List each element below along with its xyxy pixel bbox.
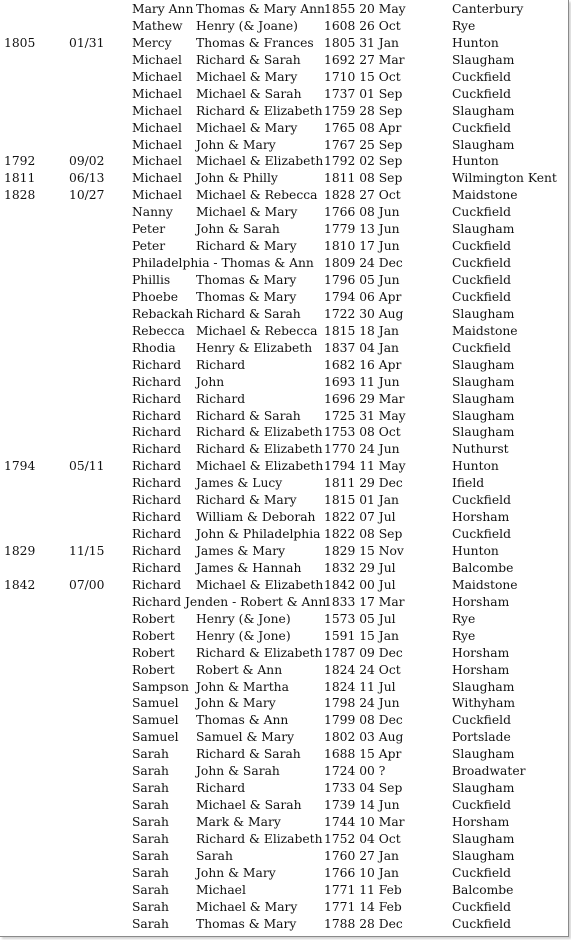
baptism-date-cell: 1794 06 Apr — [324, 289, 402, 304]
baptism-date-cell: 1842 00 Jul — [324, 577, 396, 592]
table-row — [0, 103, 568, 120]
baptism-date-cell: 1779 13 Jun — [324, 222, 400, 237]
table-row — [0, 797, 568, 814]
parish-cell: Balcombe — [452, 882, 514, 897]
name-cell: Richard — [132, 357, 182, 372]
table-row — [0, 899, 568, 916]
name-cell: Sarah — [132, 848, 169, 863]
parish-cell: Slaugham — [452, 781, 515, 796]
burial-year-cell: 1829 — [4, 544, 36, 558]
table-row — [0, 170, 568, 187]
baptism-date-cell: 1832 29 Jul — [324, 560, 396, 575]
baptism-date-cell: 1710 15 Oct — [324, 69, 401, 84]
parents-cell: John & Philly — [196, 171, 278, 186]
baptism-date-cell: 1692 27 Mar — [324, 52, 405, 67]
name-cell: Richard — [132, 391, 182, 406]
parents-cell: Richard — [196, 391, 246, 406]
parents-cell: Thomas & Frances — [196, 35, 314, 50]
baptism-date-cell: 1771 14 Feb — [324, 899, 402, 914]
parish-cell: Ifield — [452, 476, 485, 491]
table-row — [0, 916, 568, 933]
baptism-date-cell: 1811 08 Sep — [324, 171, 403, 186]
baptism-date-cell: 1810 17 Jun — [324, 239, 400, 254]
parents-cell: John & Sarah — [196, 222, 280, 237]
baptism-date-cell: 1760 27 Jan — [324, 848, 399, 863]
parents-cell: John & Mary — [196, 696, 276, 711]
table-row — [0, 289, 568, 306]
name-cell: Sarah — [132, 831, 169, 846]
parents-cell: John — [196, 374, 225, 389]
parents-cell: Richard & Elizabeth — [196, 645, 323, 660]
baptism-date-cell: 1770 24 Jun — [324, 442, 400, 457]
parents-cell: Michael & Mary — [196, 69, 298, 84]
parish-cell: Slaugham — [452, 831, 515, 846]
parents-cell: Richard & Sarah — [196, 747, 301, 762]
parents-cell: Richard & Elizabeth — [196, 831, 323, 846]
parents-cell: Michael & Mary — [196, 120, 298, 135]
parish-cell: Cuckfield — [452, 205, 511, 220]
name-cell: Sarah — [132, 781, 169, 796]
table-row — [0, 204, 568, 221]
baptism-date-cell: 1822 08 Sep — [324, 527, 403, 542]
name-cell: Sampson — [132, 679, 189, 694]
baptism-date-cell: 1799 08 Dec — [324, 713, 403, 728]
parents-cell: Michael & Sarah — [196, 798, 302, 813]
parents-cell: Thomas & Mary — [196, 273, 297, 287]
parish-cell: Horsham — [452, 815, 510, 829]
parents-cell: Richard & Sarah — [196, 306, 301, 321]
parents-cell: Michael & Mary — [196, 899, 298, 914]
name-cell: Richard — [132, 442, 182, 457]
burial-date-cell: 07/00 — [69, 577, 105, 592]
parents-cell: Michael & Elizabeth — [196, 154, 324, 169]
name-cell: Phoebe — [132, 289, 179, 304]
table-row — [0, 374, 568, 391]
name-cell: Sarah — [132, 916, 169, 931]
parish-cell: Cuckfield — [452, 340, 511, 355]
baptism-date-cell: 1696 29 Mar — [324, 391, 405, 406]
parents-cell: Sarah — [196, 848, 233, 863]
baptism-date-cell: 1815 18 Jan — [324, 323, 399, 338]
name-cell: Richard — [132, 544, 182, 558]
parish-cell: Cuckfield — [452, 239, 511, 254]
baptism-date-cell: 1798 24 Jun — [324, 696, 400, 711]
burial-date-cell: 05/11 — [69, 459, 105, 474]
name-cell: Nanny — [132, 205, 173, 220]
name-cell: Michael — [132, 52, 182, 67]
parents-cell: Samuel & Mary — [196, 730, 295, 745]
baptism-date-cell: 1725 31 May — [324, 408, 406, 423]
burial-year-cell: 1794 — [4, 459, 36, 474]
parish-cell: Horsham — [452, 510, 510, 525]
name-cell: Michael — [132, 154, 182, 169]
parish-cell: Hunton — [452, 459, 499, 474]
burial-date-cell: 06/13 — [69, 171, 105, 186]
table-row — [0, 187, 568, 204]
parish-cell: Maidstone — [452, 188, 518, 203]
name-cell: Sarah — [132, 747, 169, 762]
parents-cell: Richard & Elizabeth — [196, 442, 323, 457]
parish-cell: Rye — [452, 628, 476, 643]
burial-year-cell: 1828 — [4, 188, 36, 203]
table-row — [0, 492, 568, 509]
baptism-date-cell: 1733 04 Sep — [324, 781, 403, 796]
parish-cell: Slaugham — [452, 391, 515, 406]
name-cell: Richard — [132, 476, 182, 491]
name-cell: Michael — [132, 188, 182, 203]
table-row — [0, 611, 568, 628]
parish-cell: Broadwater — [452, 764, 526, 779]
baptism-date-cell: 1794 11 May — [324, 459, 406, 474]
table-row — [0, 594, 568, 611]
parents-cell: John & Martha — [196, 679, 289, 694]
name-cell: Richard — [132, 577, 182, 592]
parents-cell: Richard & Sarah — [196, 52, 301, 67]
parents-cell: Michael — [196, 882, 246, 897]
parish-cell: Slaugham — [452, 357, 515, 372]
burial-date-cell: 11/15 — [69, 544, 105, 558]
baptism-date-cell: 1591 15 Jan — [324, 628, 399, 643]
parents-cell: John & Mary — [196, 865, 276, 880]
parents-cell: Michael & Elizabeth — [196, 459, 324, 474]
table-row — [0, 272, 568, 289]
parish-cell: Horsham — [452, 594, 510, 609]
parish-cell: Maidstone — [452, 577, 518, 592]
baptism-date-cell: 1608 26 Oct — [324, 18, 401, 33]
name-cell: Rhodia — [132, 340, 176, 355]
name-cell: Michael — [132, 137, 182, 152]
baptism-date-cell: 1828 27 Oct — [324, 188, 401, 203]
table-row — [0, 441, 568, 458]
baptism-date-cell: 1833 17 Mar — [324, 594, 405, 609]
baptism-date-cell: 1787 09 Dec — [324, 645, 403, 660]
baptism-date-cell: 1802 03 Aug — [324, 730, 404, 745]
table-row — [0, 712, 568, 729]
parents-cell: Thomas & Ann — [196, 713, 289, 728]
name-cell: Richard Jenden - Robert & Ann — [132, 594, 327, 609]
parents-cell: Richard & Elizabeth — [196, 103, 323, 118]
baptism-date-cell: 1788 28 Dec — [324, 916, 403, 931]
name-cell: Richard — [132, 425, 182, 440]
baptism-date-cell: 1573 05 Jul — [324, 611, 396, 626]
name-cell: Richard — [132, 493, 182, 508]
table-row — [0, 577, 568, 594]
name-cell: Robert — [132, 662, 175, 677]
name-cell: Sarah — [132, 899, 169, 914]
name-cell: Mercy — [132, 35, 172, 50]
parish-cell: Cuckfield — [452, 527, 511, 542]
name-cell: Richard — [132, 408, 182, 423]
parents-cell: Michael & Sarah — [196, 86, 302, 101]
baptism-date-cell: 1815 01 Jan — [324, 493, 399, 508]
baptism-date-cell: 1724 00 ? — [324, 764, 386, 779]
parish-cell: Horsham — [452, 662, 510, 677]
parents-cell: John & Mary — [196, 137, 276, 152]
burial-year-cell: 1811 — [4, 171, 36, 186]
table-row — [0, 323, 568, 340]
baptism-date-cell: 1829 15 Nov — [324, 544, 404, 558]
table-row — [0, 662, 568, 679]
name-cell: Philadelphia - Thomas & Ann — [132, 256, 314, 271]
parents-cell: Richard — [196, 781, 246, 796]
parents-cell: John & Philadelphia — [196, 527, 321, 542]
table-row — [0, 120, 568, 137]
name-cell: Richard — [132, 459, 182, 474]
table-row — [0, 357, 568, 374]
parish-cell: Cuckfield — [452, 865, 511, 880]
baptism-date-cell: 1682 16 Apr — [324, 357, 402, 372]
table-row — [0, 52, 568, 69]
parents-cell: Henry & Elizabeth — [196, 340, 313, 355]
name-cell: Rebackah — [132, 306, 194, 321]
name-cell: Michael — [132, 103, 182, 118]
parish-cell: Nuthurst — [452, 442, 509, 457]
table-row — [0, 645, 568, 662]
table-row — [0, 882, 568, 899]
baptism-date-cell: 1752 04 Oct — [324, 831, 401, 846]
name-cell: Peter — [132, 239, 166, 254]
baptism-date-cell: 1737 01 Sep — [324, 86, 403, 101]
table-row — [0, 729, 568, 746]
baptism-date-cell: 1722 30 Aug — [324, 306, 404, 321]
parish-cell: Cuckfield — [452, 256, 511, 271]
name-cell: Sarah — [132, 764, 169, 779]
baptism-date-cell: 1744 10 Mar — [324, 815, 405, 829]
parish-cell: Rye — [452, 611, 476, 626]
baptism-date-cell: 1766 10 Jan — [324, 865, 399, 880]
parents-cell: Michael & Elizabeth — [196, 577, 324, 592]
table-row — [0, 424, 568, 441]
parents-cell: Michael & Mary — [196, 205, 298, 220]
table-row — [0, 137, 568, 154]
parish-cell: Cuckfield — [452, 899, 511, 914]
baptism-date-cell: 1766 08 Jun — [324, 205, 400, 220]
table-row — [0, 526, 568, 543]
table-row — [0, 763, 568, 780]
table-row — [0, 306, 568, 323]
name-cell: Sarah — [132, 882, 169, 897]
parents-cell: James & Hannah — [196, 560, 302, 575]
name-cell: Richard — [132, 527, 182, 542]
parents-cell: Henry (& Jone) — [196, 628, 291, 643]
parents-cell: Michael & Rebecca — [196, 323, 318, 338]
parish-cell: Cuckfield — [452, 69, 511, 84]
name-cell: Samuel — [132, 730, 179, 745]
table-row — [0, 509, 568, 526]
parish-cell: Cuckfield — [452, 493, 511, 508]
parents-cell: Mark & Mary — [196, 815, 281, 829]
parish-cell: Rye — [452, 18, 476, 33]
parish-cell: Slaugham — [452, 222, 515, 237]
parish-cell: Slaugham — [452, 306, 515, 321]
baptism-date-cell: 1765 08 Apr — [324, 120, 402, 135]
baptism-date-cell: 1693 11 Jun — [324, 374, 400, 389]
parish-cell: Cuckfield — [452, 798, 511, 813]
parish-cell: Cuckfield — [452, 916, 511, 931]
table-row — [0, 86, 568, 103]
parents-cell: Henry (& Joane) — [196, 18, 298, 33]
name-cell: Richard — [132, 560, 182, 575]
parish-cell: Hunton — [452, 154, 499, 169]
record-table — [0, 1, 568, 933]
parish-cell: Slaugham — [452, 137, 515, 152]
burial-year-cell: 1792 — [4, 154, 36, 169]
table-row — [0, 679, 568, 696]
parish-cell: Maidstone — [452, 323, 518, 338]
table-row — [0, 340, 568, 357]
parents-cell: Thomas & Mary — [196, 289, 297, 304]
parish-cell: Portslade — [452, 730, 511, 745]
table-row — [0, 221, 568, 238]
baptism-date-cell: 1792 02 Sep — [324, 154, 403, 169]
table-row — [0, 391, 568, 408]
burial-date-cell: 01/31 — [69, 35, 105, 50]
name-cell: Robert — [132, 645, 175, 660]
name-cell: Mathew — [132, 18, 183, 33]
parents-cell: Michael & Rebecca — [196, 188, 318, 203]
parish-cell: Cuckfield — [452, 120, 511, 135]
parish-cell: Balcombe — [452, 560, 514, 575]
name-cell: Samuel — [132, 696, 179, 711]
parents-cell: Henry (& Jone) — [196, 611, 291, 626]
parish-cell: Cuckfield — [452, 713, 511, 728]
baptism-date-cell: 1824 24 Oct — [324, 662, 401, 677]
parish-cell: Slaugham — [452, 52, 515, 67]
parish-cell: Slaugham — [452, 679, 515, 694]
baptism-date-cell: 1688 15 Apr — [324, 747, 402, 762]
parents-cell: James & Mary — [196, 544, 286, 558]
name-cell: Robert — [132, 611, 175, 626]
name-cell: Mary Ann — [132, 2, 194, 16]
baptism-date-cell: 1855 20 May — [324, 2, 406, 16]
baptism-date-cell: 1767 25 Sep — [324, 137, 403, 152]
table-row — [0, 153, 568, 170]
table-row — [0, 848, 568, 865]
table-row — [0, 780, 568, 797]
table-row — [0, 628, 568, 645]
burial-date-cell: 09/02 — [69, 154, 105, 169]
table-row — [0, 475, 568, 492]
name-cell: Michael — [132, 171, 182, 186]
table-row — [0, 543, 568, 560]
parents-cell: William & Deborah — [196, 510, 316, 525]
parents-cell: Richard & Mary — [196, 493, 297, 508]
name-cell: Rebecca — [132, 323, 185, 338]
burial-year-cell: 1842 — [4, 577, 36, 592]
parish-cell: Cuckfield — [452, 273, 511, 287]
name-cell: Richard — [132, 374, 182, 389]
baptism-date-cell: 1822 07 Jul — [324, 510, 396, 525]
name-cell: Michael — [132, 86, 182, 101]
parents-cell: Thomas & Mary — [196, 916, 297, 931]
table-row — [0, 814, 568, 831]
parents-cell: Richard & Mary — [196, 239, 297, 254]
name-cell: Robert — [132, 628, 175, 643]
burial-year-cell: 1805 — [4, 35, 36, 50]
parents-cell: Richard & Elizabeth — [196, 425, 323, 440]
parents-cell: Thomas & Mary Ann — [196, 2, 325, 16]
parish-cell: Slaugham — [452, 374, 515, 389]
name-cell: Michael — [132, 69, 182, 84]
table-row — [0, 746, 568, 763]
parish-cell: Hunton — [452, 544, 499, 558]
name-cell: Richard — [132, 510, 182, 525]
baptism-date-cell: 1824 11 Jul — [324, 679, 396, 694]
burial-date-cell: 10/27 — [69, 188, 105, 203]
baptism-date-cell: 1739 14 Jun — [324, 798, 400, 813]
name-cell: Sarah — [132, 865, 169, 880]
table-row — [0, 865, 568, 882]
table-row — [0, 18, 568, 35]
table-row — [0, 695, 568, 712]
baptism-date-cell: 1811 29 Dec — [324, 476, 403, 491]
baptism-date-cell: 1753 08 Oct — [324, 425, 401, 440]
name-cell: Michael — [132, 120, 182, 135]
parish-cell: Slaugham — [452, 425, 515, 440]
parents-cell: John & Sarah — [196, 764, 280, 779]
parish-cell: Hunton — [452, 35, 499, 50]
table-row — [0, 458, 568, 475]
name-cell: Peter — [132, 222, 166, 237]
parish-cell: Canterbury — [452, 2, 524, 16]
table-row — [0, 408, 568, 425]
baptism-date-cell: 1771 11 Feb — [324, 882, 402, 897]
table-row — [0, 255, 568, 272]
baptism-date-cell: 1796 05 Jun — [324, 273, 400, 287]
parents-cell: James & Lucy — [196, 476, 283, 491]
name-cell: Sarah — [132, 815, 169, 829]
baptism-date-cell: 1809 24 Dec — [324, 256, 403, 271]
name-cell: Samuel — [132, 713, 179, 728]
table-row — [0, 831, 568, 848]
parents-cell: Richard — [196, 357, 246, 372]
baptism-date-cell: 1759 28 Sep — [324, 103, 403, 118]
parents-cell: Robert & Ann — [196, 662, 283, 677]
baptism-date-cell: 1805 31 Jan — [324, 35, 399, 50]
table-row — [0, 560, 568, 577]
parish-cell: Slaugham — [452, 747, 515, 762]
parish-cell: Horsham — [452, 645, 510, 660]
table-row — [0, 1, 568, 18]
table-row — [0, 238, 568, 255]
parish-cell: Wilmington Kent — [452, 171, 557, 186]
parish-cell: Slaugham — [452, 103, 515, 118]
table-row — [0, 69, 568, 86]
name-cell: Phillis — [132, 273, 171, 287]
parish-cell: Withyham — [452, 696, 516, 711]
parish-cell: Cuckfield — [452, 86, 511, 101]
baptism-date-cell: 1837 04 Jan — [324, 340, 399, 355]
parish-cell: Slaugham — [452, 408, 515, 423]
parents-cell: Richard & Sarah — [196, 408, 301, 423]
name-cell: Sarah — [132, 798, 169, 813]
parish-cell: Slaugham — [452, 848, 515, 863]
table-row — [0, 35, 568, 52]
parish-cell: Cuckfield — [452, 289, 511, 304]
